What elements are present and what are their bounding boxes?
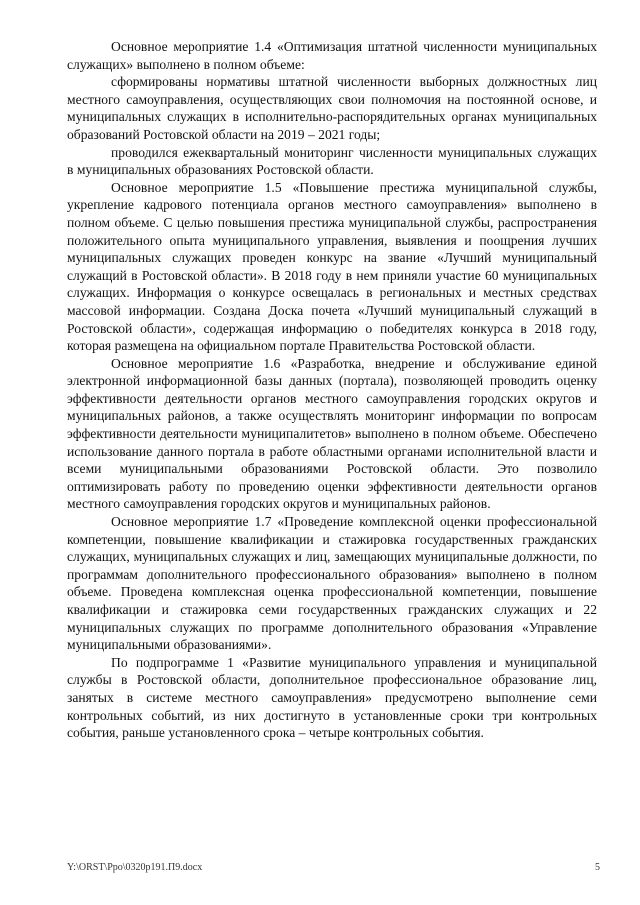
paragraph-measure-1-6: Основное мероприятие 1.6 «Разработка, внедрение и обслуживание единой электронной информационной базы данных (портала), позволяющей проводить оценку эффективности деятельности органов местного самоуправления городских округов и муниципальных районов, а также осуществлять мониторинг информации по вопросам эффективности деятельности муниципалитетов» выполнено в полном объеме. Обеспечено использование данного портала в работе областными органами исполнительной власти и всеми муниципальными образованиями Ростовской области. Это позволило оптимизировать работу по проведению оценки эффективности деятельности органов местного самоуправления городских округов и муниципальных районов.: [67, 355, 597, 512]
paragraph-measure-1-7: Основное мероприятие 1.7 «Проведение комплексной оценки профессиональной компетенции, повышение квалификации и стажировка государственных гражданских служащих, муниципальных служащих и лиц, замещающих муниципальные должности, по программам дополнительного профессионального образования» выполнено в полном объеме. Проведена комплексная оценка профессиональной компетенции, повышение квалификации и стажировка семи государственных гражданских служащих и 22 муниципальных служащих по программе дополнительного образования «Управление муниципальными образованиями».: [67, 514, 597, 653]
document-body: [67, 38, 597, 742]
paragraph-measure-1-4: Основное мероприятие 1.4 «Оптимизация штатной численности муниципальных служащих» выполнено в полном объеме:: [67, 39, 597, 72]
footer-file-path: Y:\ORST\Ppo\0320p191.П9.docx: [67, 862, 203, 873]
paragraph-staff-standards: сформированы нормативы штатной численности выборных должностных лиц местного самоуправления, осуществляющих свои полномочия на постоянной основе, и муниципальных служащих в исполнительно-распорядительных органах муниципальных образований Ростовской области на 2019 – 2021 годы;: [67, 74, 597, 142]
page-number: 5: [595, 862, 600, 873]
paragraph-quarterly-monitoring: проводился ежеквартальный мониторинг численности муниципальных служащих в муниципальных образованиях Ростовской области.: [67, 144, 597, 178]
paragraph-subprogram-1-summary: По подпрограмме 1 «Развитие муниципального управления и муниципальной службы в Ростовской области, дополнительное профессиональное образование лиц, занятых в системе местного самоуправления» предусмотрено выполнение семи контрольных событий, из них достигнуто в установленные сроки три контрольных события, раньше установленного срока – четыре контрольных события.: [67, 654, 597, 741]
paragraph-measure-1-5: Основное мероприятие 1.5 «Повышение престижа муниципальной службы, укрепление кадрового потенциала органов местного самоуправления» выполнено в полном объеме. С целью повышения престижа муниципальной службы, распространения положительного опыта муниципального управления, выявления и поощрения лучших муниципальных служащих проведен конкурс на звание «Лучший муниципальный служащий в Ростовской области». В 2018 году в нем приняли участие 60 муниципальных служащих. Информация о конкурсе освещалась в региональных и местных средствах массовой информации. Создана Доска почета «Лучший муниципальный служащий в Ростовской области», содержащая информацию о победителях конкурса в 2018 году, которая размещена на официальном портале Правительства Ростовской области.: [67, 179, 597, 354]
